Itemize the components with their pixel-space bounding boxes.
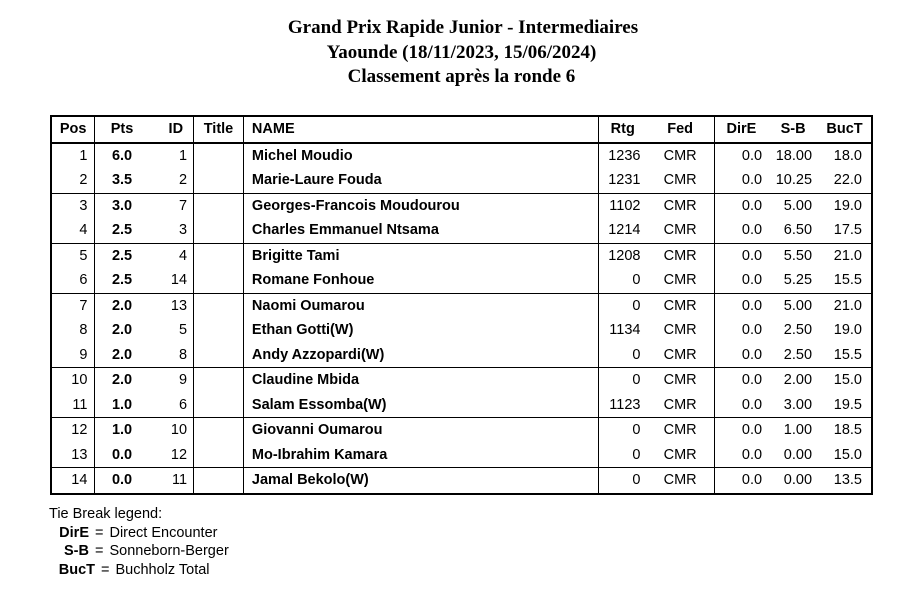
cell-rtg: 0	[599, 268, 647, 293]
cell-title	[194, 243, 244, 268]
legend-equals: =	[95, 543, 104, 559]
col-header-rtg: Rtg	[599, 116, 647, 143]
legend-item	[49, 542, 229, 561]
cell-title	[194, 218, 244, 243]
cell-rtg: 1134	[609, 322, 641, 338]
cell-pos: 14	[51, 468, 95, 494]
cell-id: 1	[149, 143, 194, 169]
cell-name: Mo-Ibrahim Kamara	[243, 443, 598, 468]
cell-pos: 7	[51, 293, 95, 318]
cell-buct: 21.0	[833, 297, 862, 314]
cell-sb: 0.00	[768, 443, 818, 468]
cell-fed: CMR	[663, 297, 697, 314]
cell-name: Ethan Gotti(W)	[243, 318, 598, 343]
cell-buct: 21.0	[833, 247, 862, 264]
standings-body	[51, 143, 872, 494]
cell-fed: CMR	[663, 147, 697, 164]
cell-name: Romane Fonhoue	[243, 268, 598, 293]
cell-buct: 19.0	[833, 197, 862, 214]
cell-pts: 2.5	[111, 247, 133, 264]
cell-fed: CMR	[663, 422, 697, 438]
legend-item	[49, 524, 229, 543]
cell-name: Andy Azzopardi(W)	[243, 343, 598, 368]
cell-rtg: 1214	[599, 218, 647, 243]
cell-fed: CMR	[646, 343, 714, 368]
cell-dire: 0.0	[714, 318, 768, 343]
cell-rtg: 1208	[608, 247, 641, 264]
cell-pos: 13	[51, 443, 95, 468]
cell-id: 13	[149, 293, 194, 318]
cell-title	[194, 393, 244, 418]
cell-name: Giovanni Oumarou	[243, 418, 598, 443]
col-header-pts: Pts	[95, 116, 149, 143]
cell-pts: 0.0	[111, 472, 133, 488]
cell-sb: 2.50	[783, 322, 813, 338]
cell-title	[194, 418, 244, 443]
cell-title	[194, 293, 244, 318]
cell-buct: 15.0	[833, 372, 862, 388]
col-header-sb: S-B	[768, 116, 818, 143]
round-title: Classement après la ronde 6	[347, 66, 576, 87]
col-header-name: NAME	[243, 116, 598, 143]
cell-pts: 2.0	[111, 297, 133, 314]
col-header-id: ID	[149, 116, 194, 143]
cell-title	[194, 368, 244, 393]
cell-id: 5	[149, 318, 194, 343]
cell-dire: 0.0	[714, 293, 768, 318]
legend-heading: Tie Break legend:	[49, 506, 163, 522]
legend-abbr: BucT	[58, 561, 95, 578]
cell-id: 8	[149, 343, 194, 368]
cell-name: Jamal Bekolo(W)	[243, 468, 598, 494]
cell-pos: 4	[51, 218, 95, 243]
cell-title	[194, 318, 244, 343]
cell-dire: 0.0	[714, 143, 768, 169]
cell-buct: 15.0	[818, 443, 872, 468]
cell-rtg: 0	[599, 443, 647, 468]
cell-rtg: 0	[632, 372, 641, 388]
legend-equals: =	[101, 561, 110, 578]
cell-name: Brigitte Tami	[243, 243, 598, 268]
cell-fed: CMR	[663, 322, 697, 338]
cell-pts: 0.0	[95, 443, 149, 468]
cell-rtg: 1231	[599, 168, 647, 193]
col-header-buct: BucT	[818, 116, 872, 143]
legend-description: Direct Encounter	[109, 524, 218, 541]
cell-sb: 3.00	[768, 393, 818, 418]
cell-pos: 6	[51, 268, 95, 293]
cell-pos: 8	[51, 318, 95, 343]
cell-id: 7	[149, 193, 194, 218]
cell-title	[194, 443, 244, 468]
cell-sb: 1.00	[783, 422, 813, 438]
table-row	[51, 443, 872, 468]
cell-fed: CMR	[646, 168, 714, 193]
legend-abbr: S-B	[64, 543, 89, 559]
cell-pts: 1.0	[95, 393, 149, 418]
cell-title	[194, 343, 244, 368]
cell-name: Michel Moudio	[243, 143, 598, 169]
cell-name: Naomi Oumarou	[243, 293, 598, 318]
legend-equals: =	[95, 524, 104, 541]
cell-id: 12	[149, 443, 194, 468]
cell-id: 3	[149, 218, 194, 243]
legend-description: Buchholz Total	[115, 561, 210, 578]
cell-fed: CMR	[663, 372, 697, 388]
cell-pos: 11	[51, 393, 95, 418]
cell-id: 6	[149, 393, 194, 418]
table-row	[51, 418, 872, 443]
cell-pts: 2.0	[95, 343, 149, 368]
cell-buct: 18.5	[833, 422, 862, 438]
cell-sb: 0.00	[783, 472, 813, 488]
table-row	[51, 143, 872, 169]
cell-buct: 22.0	[818, 168, 872, 193]
cell-rtg: 0	[599, 343, 647, 368]
report-header	[0, 16, 923, 90]
table-row	[51, 243, 872, 268]
cell-sb: 5.00	[783, 197, 813, 214]
table-header-row	[51, 116, 872, 143]
legend-item	[49, 561, 229, 580]
col-header-pos: Pos	[51, 116, 95, 143]
cell-title	[194, 268, 244, 293]
cell-dire: 0.0	[714, 243, 768, 268]
table-row	[51, 218, 872, 243]
table-row	[51, 468, 872, 494]
cell-rtg: 1102	[609, 197, 641, 214]
col-header-fed: Fed	[646, 116, 714, 143]
cell-id: 9	[149, 368, 194, 393]
cell-sb: 18.00	[775, 147, 813, 164]
table-row	[51, 368, 872, 393]
cell-pos: 5	[51, 243, 95, 268]
cell-sb: 2.00	[783, 372, 813, 388]
cell-dire: 0.0	[714, 468, 768, 494]
cell-pts: 2.0	[111, 322, 133, 338]
cell-fed: CMR	[646, 393, 714, 418]
cell-pos: 1	[51, 143, 95, 169]
cell-buct: 15.5	[818, 343, 872, 368]
table-row	[51, 268, 872, 293]
col-header-dire: DirE	[714, 116, 768, 143]
cell-buct: 13.5	[833, 472, 862, 488]
tournament-title: Grand Prix Rapide Junior - Intermediaires	[287, 17, 639, 38]
cell-dire: 0.0	[714, 268, 768, 293]
legend-abbr: DirE	[59, 524, 89, 541]
cell-pos: 9	[51, 343, 95, 368]
cell-title	[194, 468, 244, 494]
cell-pos: 10	[51, 368, 95, 393]
cell-buct: 17.5	[818, 218, 872, 243]
cell-name: Claudine Mbida	[243, 368, 598, 393]
cell-buct: 18.0	[833, 147, 862, 164]
cell-dire: 0.0	[714, 443, 768, 468]
cell-rtg: 0	[632, 297, 641, 314]
cell-fed: CMR	[646, 443, 714, 468]
cell-pts: 3.5	[95, 168, 149, 193]
table-row	[51, 293, 872, 318]
cell-sb: 5.00	[783, 297, 813, 314]
cell-rtg: 1123	[599, 393, 647, 418]
cell-rtg: 0	[632, 422, 641, 438]
legend-description: Sonneborn-Berger	[109, 543, 229, 559]
cell-name: Marie-Laure Fouda	[243, 168, 598, 193]
cell-sb: 5.50	[783, 247, 813, 264]
cell-title	[194, 193, 244, 218]
cell-name: Salam Essomba(W)	[243, 393, 598, 418]
tie-break-legend	[49, 505, 229, 579]
cell-pos: 3	[51, 193, 95, 218]
cell-buct: 15.5	[818, 268, 872, 293]
cell-sb: 6.50	[768, 218, 818, 243]
cell-pts: 2.5	[95, 218, 149, 243]
cell-dire: 0.0	[714, 218, 768, 243]
cell-buct: 19.5	[818, 393, 872, 418]
cell-dire: 0.0	[714, 343, 768, 368]
table-row	[51, 393, 872, 418]
cell-fed: CMR	[663, 247, 697, 264]
cell-pts: 6.0	[111, 147, 133, 164]
cell-pts: 1.0	[111, 422, 133, 438]
cell-fed: CMR	[663, 472, 697, 488]
cell-fed: CMR	[646, 218, 714, 243]
tournament-subtitle: Yaounde (18/11/2023, 15/06/2024)	[326, 41, 597, 63]
cell-name: Georges-Francois Moudourou	[243, 193, 598, 218]
cell-pts: 2.5	[95, 268, 149, 293]
cell-rtg: 0	[632, 472, 641, 488]
table-row	[51, 168, 872, 193]
table-row	[51, 343, 872, 368]
table-row	[51, 193, 872, 218]
cell-dire: 0.0	[714, 193, 768, 218]
cell-sb: 10.25	[768, 168, 818, 193]
cell-pts: 3.0	[111, 197, 133, 214]
cell-id: 14	[149, 268, 194, 293]
cell-id: 4	[149, 243, 194, 268]
standings-table	[50, 115, 873, 495]
cell-sb: 5.25	[768, 268, 818, 293]
cell-buct: 19.0	[833, 322, 862, 338]
cell-rtg: 1236	[608, 147, 641, 164]
cell-id: 11	[149, 468, 194, 494]
cell-id: 2	[149, 168, 194, 193]
table-row	[51, 318, 872, 343]
cell-fed: CMR	[646, 268, 714, 293]
cell-id: 10	[149, 418, 194, 443]
cell-title	[194, 168, 244, 193]
cell-title	[194, 143, 244, 169]
cell-pos: 2	[51, 168, 95, 193]
legend-items	[49, 524, 229, 580]
cell-dire: 0.0	[714, 168, 768, 193]
cell-pts: 2.0	[111, 372, 133, 388]
col-header-title: Title	[194, 116, 244, 143]
cell-dire: 0.0	[714, 418, 768, 443]
cell-dire: 0.0	[714, 368, 768, 393]
cell-sb: 2.50	[768, 343, 818, 368]
cell-name: Charles Emmanuel Ntsama	[243, 218, 598, 243]
cell-dire: 0.0	[714, 393, 768, 418]
cell-pos: 12	[51, 418, 95, 443]
cell-fed: CMR	[663, 197, 697, 214]
